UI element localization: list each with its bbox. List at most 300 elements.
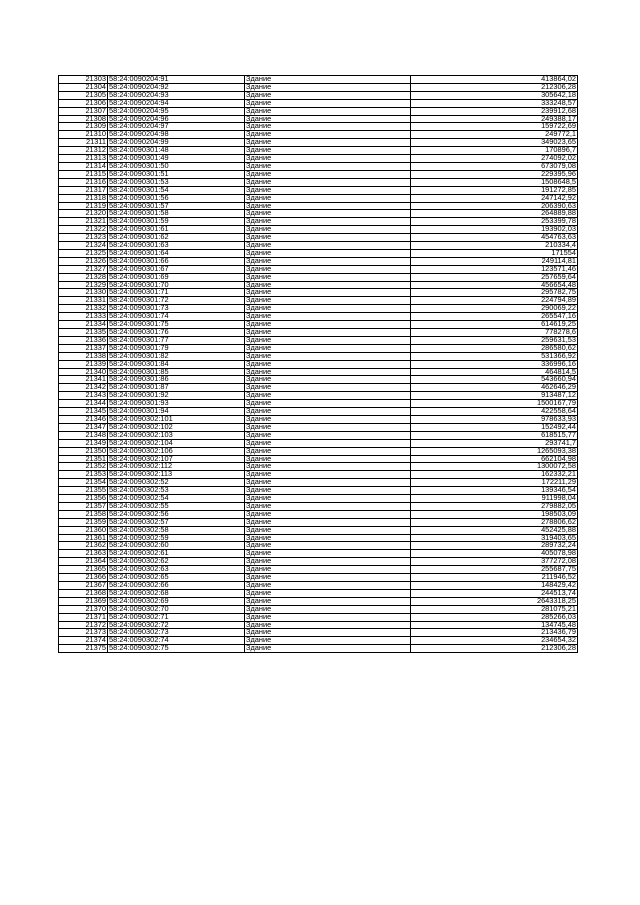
cadastral-value-cell: 134745,48 xyxy=(411,621,578,629)
cadastral-number-cell: 58:24:0090301:62 xyxy=(108,234,245,242)
row-number-cell: 21336 xyxy=(59,336,108,344)
cadastral-number-cell: 58:24:0090301:59 xyxy=(108,218,245,226)
cadastral-number-cell: 58:24:0090204:94 xyxy=(108,99,245,107)
cadastral-number-cell: 58:24:0090302:113 xyxy=(108,471,245,479)
cadastral-number-cell: 58:24:0090301:66 xyxy=(108,257,245,265)
cadastral-number-cell: 58:24:0090302:58 xyxy=(108,526,245,534)
cadastral-value-cell: 123571,46 xyxy=(411,265,578,273)
row-number-cell: 21373 xyxy=(59,629,108,637)
table-row xyxy=(59,257,578,265)
cadastral-value-cell: 614619,25 xyxy=(411,321,578,329)
row-number-cell: 21309 xyxy=(59,123,108,131)
cadastral-value-cell: 171554 xyxy=(411,249,578,257)
table-row xyxy=(59,463,578,471)
row-number-cell: 21317 xyxy=(59,186,108,194)
row-number-cell: 21372 xyxy=(59,621,108,629)
cadastral-number-cell: 58:24:0090301:53 xyxy=(108,178,245,186)
cadastral-value-cell: 2643318,25 xyxy=(411,597,578,605)
cadastral-number-cell: 58:24:0090302:66 xyxy=(108,582,245,590)
table-row xyxy=(59,115,578,123)
row-number-cell: 21305 xyxy=(59,91,108,99)
cadastral-value-cell: 279882,05 xyxy=(411,502,578,510)
cadastral-number-cell: 58:24:0090301:72 xyxy=(108,297,245,305)
cadastral-value-cell: 249388,17 xyxy=(411,115,578,123)
cadastral-number-cell: 58:24:0090204:97 xyxy=(108,123,245,131)
table-row xyxy=(59,558,578,566)
cadastral-value-cell: 778278,6 xyxy=(411,329,578,337)
object-type-cell: Здание xyxy=(245,439,411,447)
table-row xyxy=(59,447,578,455)
row-number-cell: 21311 xyxy=(59,139,108,147)
row-number-cell: 21355 xyxy=(59,487,108,495)
row-number-cell: 21359 xyxy=(59,518,108,526)
table-row xyxy=(59,368,578,376)
cadastral-value-cell: 210334,4 xyxy=(411,242,578,250)
row-number-cell: 21310 xyxy=(59,131,108,139)
object-type-cell: Здание xyxy=(245,99,411,107)
cadastral-number-cell: 58:24:0090301:86 xyxy=(108,376,245,384)
table-row xyxy=(59,613,578,621)
cadastral-value-cell: 1500167,79 xyxy=(411,400,578,408)
cadastral-value-cell: 212306,28 xyxy=(411,645,578,653)
cadastral-number-cell: 58:24:0090301:48 xyxy=(108,147,245,155)
object-type-cell: Здание xyxy=(245,479,411,487)
cadastral-number-cell: 58:24:0090301:50 xyxy=(108,162,245,170)
table-row xyxy=(59,336,578,344)
row-number-cell: 21349 xyxy=(59,439,108,447)
table-row xyxy=(59,329,578,337)
object-type-cell: Здание xyxy=(245,431,411,439)
table-row xyxy=(59,305,578,313)
table-row xyxy=(59,415,578,423)
row-number-cell: 21318 xyxy=(59,194,108,202)
object-type-cell: Здание xyxy=(245,526,411,534)
table-row xyxy=(59,360,578,368)
cadastral-value-cell: 264889,88 xyxy=(411,210,578,218)
table-row xyxy=(59,605,578,613)
object-type-cell: Здание xyxy=(245,463,411,471)
table-row xyxy=(59,76,578,84)
table-row xyxy=(59,281,578,289)
row-number-cell: 21353 xyxy=(59,471,108,479)
cadastral-value-cell: 255687,75 xyxy=(411,566,578,574)
cadastral-number-cell: 58:24:0090301:61 xyxy=(108,226,245,234)
cadastral-value-cell: 293741,7 xyxy=(411,439,578,447)
cadastral-number-cell: 58:24:0090301:85 xyxy=(108,368,245,376)
table-row xyxy=(59,471,578,479)
object-type-cell: Здание xyxy=(245,495,411,503)
row-number-cell: 21371 xyxy=(59,613,108,621)
object-type-cell: Здание xyxy=(245,226,411,234)
table-row xyxy=(59,479,578,487)
cadastral-value-cell: 295782,75 xyxy=(411,289,578,297)
row-number-cell: 21361 xyxy=(59,534,108,542)
cadastral-number-cell: 58:24:0090204:92 xyxy=(108,83,245,91)
table-row xyxy=(59,289,578,297)
row-number-cell: 21363 xyxy=(59,550,108,558)
table-row xyxy=(59,352,578,360)
object-type-cell: Здание xyxy=(245,589,411,597)
table-row xyxy=(59,186,578,194)
table-row xyxy=(59,162,578,170)
table-row xyxy=(59,265,578,273)
table-row xyxy=(59,518,578,526)
object-type-cell: Здание xyxy=(245,202,411,210)
object-type-cell: Здание xyxy=(245,155,411,163)
cadastral-value-table xyxy=(58,75,578,653)
row-number-cell: 21323 xyxy=(59,234,108,242)
row-number-cell: 21364 xyxy=(59,558,108,566)
object-type-cell: Здание xyxy=(245,408,411,416)
object-type-cell: Здание xyxy=(245,574,411,582)
row-number-cell: 21329 xyxy=(59,281,108,289)
cadastral-number-cell: 58:24:0090302:65 xyxy=(108,574,245,582)
cadastral-value-cell: 234654,32 xyxy=(411,637,578,645)
row-number-cell: 21303 xyxy=(59,76,108,84)
cadastral-number-cell: 58:24:0090204:95 xyxy=(108,107,245,115)
object-type-cell: Здание xyxy=(245,352,411,360)
object-type-cell: Здание xyxy=(245,534,411,542)
cadastral-value-cell: 148429,42 xyxy=(411,582,578,590)
cadastral-value-cell: 152492,44 xyxy=(411,423,578,431)
object-type-cell: Здание xyxy=(245,218,411,226)
table-row xyxy=(59,392,578,400)
row-number-cell: 21367 xyxy=(59,582,108,590)
object-type-cell: Здание xyxy=(245,360,411,368)
cadastral-value-cell: 257659,64 xyxy=(411,273,578,281)
cadastral-value-cell: 172211,29 xyxy=(411,479,578,487)
object-type-cell: Здание xyxy=(245,336,411,344)
cadastral-number-cell: 58:24:0090302:72 xyxy=(108,621,245,629)
cadastral-value-cell: 259631,53 xyxy=(411,336,578,344)
table-row xyxy=(59,384,578,392)
cadastral-number-cell: 58:24:0090204:99 xyxy=(108,139,245,147)
object-type-cell: Здание xyxy=(245,76,411,84)
cadastral-number-cell: 58:24:0090301:82 xyxy=(108,352,245,360)
object-type-cell: Здание xyxy=(245,265,411,273)
cadastral-number-cell: 58:24:0090301:64 xyxy=(108,249,245,257)
row-number-cell: 21358 xyxy=(59,510,108,518)
row-number-cell: 21356 xyxy=(59,495,108,503)
cadastral-value-cell: 286580,62 xyxy=(411,344,578,352)
cadastral-number-cell: 58:24:0090302:74 xyxy=(108,637,245,645)
cadastral-number-cell: 58:24:0090302:56 xyxy=(108,510,245,518)
table-row xyxy=(59,91,578,99)
cadastral-value-cell: 281075,21 xyxy=(411,605,578,613)
object-type-cell: Здание xyxy=(245,289,411,297)
cadastral-value-cell: 1300072,58 xyxy=(411,463,578,471)
cadastral-number-cell: 58:24:0090301:92 xyxy=(108,392,245,400)
cadastral-number-cell: 58:24:0090302:62 xyxy=(108,558,245,566)
cadastral-value-cell: 452425,88 xyxy=(411,526,578,534)
row-number-cell: 21316 xyxy=(59,178,108,186)
cadastral-value-cell: 191272,85 xyxy=(411,186,578,194)
cadastral-number-cell: 58:24:0090204:91 xyxy=(108,76,245,84)
table-row xyxy=(59,313,578,321)
cadastral-value-cell: 170896,7 xyxy=(411,147,578,155)
cadastral-value-cell: 377272,08 xyxy=(411,558,578,566)
table-row xyxy=(59,431,578,439)
cadastral-number-cell: 58:24:0090301:75 xyxy=(108,321,245,329)
cadastral-value-cell: 253399,78 xyxy=(411,218,578,226)
cadastral-value-cell: 464814,5 xyxy=(411,368,578,376)
cadastral-value-cell: 319403,65 xyxy=(411,534,578,542)
object-type-cell: Здание xyxy=(245,510,411,518)
cadastral-value-cell: 239912,68 xyxy=(411,107,578,115)
cadastral-value-cell: 193902,03 xyxy=(411,226,578,234)
object-type-cell: Здание xyxy=(245,471,411,479)
table-row xyxy=(59,273,578,281)
cadastral-number-cell: 58:24:0090301:69 xyxy=(108,273,245,281)
object-type-cell: Здание xyxy=(245,344,411,352)
row-number-cell: 21340 xyxy=(59,368,108,376)
table-row xyxy=(59,408,578,416)
table-row xyxy=(59,629,578,637)
table-row xyxy=(59,107,578,115)
object-type-cell: Здание xyxy=(245,107,411,115)
table-row xyxy=(59,344,578,352)
cadastral-number-cell: 58:24:0090301:79 xyxy=(108,344,245,352)
row-number-cell: 21321 xyxy=(59,218,108,226)
row-number-cell: 21313 xyxy=(59,155,108,163)
row-number-cell: 21331 xyxy=(59,297,108,305)
table-row xyxy=(59,566,578,574)
row-number-cell: 21324 xyxy=(59,242,108,250)
cadastral-number-cell: 58:24:0090301:87 xyxy=(108,384,245,392)
cadastral-number-cell: 58:24:0090302:101 xyxy=(108,415,245,423)
object-type-cell: Здание xyxy=(245,376,411,384)
table-row xyxy=(59,155,578,163)
row-number-cell: 21326 xyxy=(59,257,108,265)
object-type-cell: Здание xyxy=(245,123,411,131)
table-row xyxy=(59,99,578,107)
cadastral-number-cell: 58:24:0090301:74 xyxy=(108,313,245,321)
row-number-cell: 21333 xyxy=(59,313,108,321)
object-type-cell: Здание xyxy=(245,582,411,590)
cadastral-number-cell: 58:24:0090301:93 xyxy=(108,400,245,408)
row-number-cell: 21343 xyxy=(59,392,108,400)
cadastral-number-cell: 58:24:0090301:77 xyxy=(108,336,245,344)
cadastral-number-cell: 58:24:0090301:58 xyxy=(108,210,245,218)
object-type-cell: Здание xyxy=(245,147,411,155)
row-number-cell: 21308 xyxy=(59,115,108,123)
table-row xyxy=(59,147,578,155)
cadastral-value-cell: 159722,69 xyxy=(411,123,578,131)
cadastral-number-cell: 58:24:0090302:59 xyxy=(108,534,245,542)
cadastral-value-cell: 1508648,5 xyxy=(411,178,578,186)
row-number-cell: 21354 xyxy=(59,479,108,487)
row-number-cell: 21342 xyxy=(59,384,108,392)
row-number-cell: 21374 xyxy=(59,637,108,645)
table-row xyxy=(59,439,578,447)
cadastral-number-cell: 58:24:0090302:57 xyxy=(108,518,245,526)
table-row xyxy=(59,234,578,242)
cadastral-value-cell: 249114,81 xyxy=(411,257,578,265)
row-number-cell: 21339 xyxy=(59,360,108,368)
object-type-cell: Здание xyxy=(245,447,411,455)
cadastral-value-cell: 978633,93 xyxy=(411,415,578,423)
table-row xyxy=(59,297,578,305)
cadastral-value-cell: 673079,08 xyxy=(411,162,578,170)
cadastral-number-cell: 58:24:0090301:63 xyxy=(108,242,245,250)
cadastral-number-cell: 58:24:0090302:71 xyxy=(108,613,245,621)
cadastral-number-cell: 58:24:0090301:70 xyxy=(108,281,245,289)
object-type-cell: Здание xyxy=(245,210,411,218)
object-type-cell: Здание xyxy=(245,313,411,321)
row-number-cell: 21306 xyxy=(59,99,108,107)
row-number-cell: 21346 xyxy=(59,415,108,423)
object-type-cell: Здание xyxy=(245,194,411,202)
row-number-cell: 21375 xyxy=(59,645,108,653)
table-row xyxy=(59,423,578,431)
cadastral-value-cell: 244513,74 xyxy=(411,589,578,597)
object-type-cell: Здание xyxy=(245,273,411,281)
cadastral-value-cell: 618515,77 xyxy=(411,431,578,439)
object-type-cell: Здание xyxy=(245,629,411,637)
row-number-cell: 21341 xyxy=(59,376,108,384)
object-type-cell: Здание xyxy=(245,329,411,337)
object-type-cell: Здание xyxy=(245,242,411,250)
object-type-cell: Здание xyxy=(245,502,411,510)
row-number-cell: 21345 xyxy=(59,408,108,416)
row-number-cell: 21360 xyxy=(59,526,108,534)
table-row xyxy=(59,123,578,131)
cadastral-number-cell: 58:24:0090301:56 xyxy=(108,194,245,202)
cadastral-number-cell: 58:24:0090301:54 xyxy=(108,186,245,194)
cadastral-value-cell: 454763,63 xyxy=(411,234,578,242)
table-row xyxy=(59,645,578,653)
cadastral-number-cell: 58:24:0090302:104 xyxy=(108,439,245,447)
cadastral-number-cell: 58:24:0090302:63 xyxy=(108,566,245,574)
cadastral-number-cell: 58:24:0090302:103 xyxy=(108,431,245,439)
table-row xyxy=(59,495,578,503)
cadastral-value-cell: 543660,94 xyxy=(411,376,578,384)
cadastral-value-cell: 224794,89 xyxy=(411,297,578,305)
table-row xyxy=(59,400,578,408)
cadastral-number-cell: 58:24:0090301:51 xyxy=(108,170,245,178)
object-type-cell: Здание xyxy=(245,384,411,392)
table-row xyxy=(59,131,578,139)
row-number-cell: 21319 xyxy=(59,202,108,210)
cadastral-value-cell: 913487,12 xyxy=(411,392,578,400)
table-row xyxy=(59,487,578,495)
table-row xyxy=(59,170,578,178)
table-row xyxy=(59,139,578,147)
row-number-cell: 21307 xyxy=(59,107,108,115)
object-type-cell: Здание xyxy=(245,368,411,376)
object-type-cell: Здание xyxy=(245,558,411,566)
object-type-cell: Здание xyxy=(245,139,411,147)
cadastral-value-cell: 289732,24 xyxy=(411,542,578,550)
cadastral-number-cell: 58:24:0090302:52 xyxy=(108,479,245,487)
object-type-cell: Здание xyxy=(245,542,411,550)
cadastral-value-cell: 229395,96 xyxy=(411,170,578,178)
object-type-cell: Здание xyxy=(245,115,411,123)
cadastral-number-cell: 58:24:0090302:53 xyxy=(108,487,245,495)
cadastral-number-cell: 58:24:0090301:94 xyxy=(108,408,245,416)
row-number-cell: 21304 xyxy=(59,83,108,91)
object-type-cell: Здание xyxy=(245,645,411,653)
row-number-cell: 21362 xyxy=(59,542,108,550)
cadastral-number-cell: 58:24:0090302:107 xyxy=(108,455,245,463)
object-type-cell: Здание xyxy=(245,605,411,613)
cadastral-number-cell: 58:24:0090302:102 xyxy=(108,423,245,431)
object-type-cell: Здание xyxy=(245,178,411,186)
cadastral-number-cell: 58:24:0090301:84 xyxy=(108,360,245,368)
row-number-cell: 21365 xyxy=(59,566,108,574)
table-row xyxy=(59,574,578,582)
row-number-cell: 21370 xyxy=(59,605,108,613)
cadastral-value-cell: 462646,29 xyxy=(411,384,578,392)
object-type-cell: Здание xyxy=(245,162,411,170)
cadastral-number-cell: 58:24:0090302:75 xyxy=(108,645,245,653)
cadastral-value-cell: 211946,52 xyxy=(411,574,578,582)
cadastral-value-cell: 139346,54 xyxy=(411,487,578,495)
object-type-cell: Здание xyxy=(245,321,411,329)
row-number-cell: 21357 xyxy=(59,502,108,510)
table-row xyxy=(59,376,578,384)
row-number-cell: 21332 xyxy=(59,305,108,313)
object-type-cell: Здание xyxy=(245,423,411,431)
cadastral-number-cell: 58:24:0090302:70 xyxy=(108,605,245,613)
row-number-cell: 21344 xyxy=(59,400,108,408)
row-number-cell: 21312 xyxy=(59,147,108,155)
row-number-cell: 21328 xyxy=(59,273,108,281)
object-type-cell: Здание xyxy=(245,234,411,242)
row-number-cell: 21350 xyxy=(59,447,108,455)
table-row xyxy=(59,510,578,518)
table-row xyxy=(59,194,578,202)
cadastral-number-cell: 58:24:0090204:98 xyxy=(108,131,245,139)
cadastral-number-cell: 58:24:0090204:93 xyxy=(108,91,245,99)
object-type-cell: Здание xyxy=(245,131,411,139)
table-row xyxy=(59,178,578,186)
cadastral-number-cell: 58:24:0090302:73 xyxy=(108,629,245,637)
table-row xyxy=(59,210,578,218)
cadastral-value-cell: 413864,02 xyxy=(411,76,578,84)
cadastral-value-cell: 206390,63 xyxy=(411,202,578,210)
cadastral-value-cell: 212306,28 xyxy=(411,83,578,91)
row-number-cell: 21330 xyxy=(59,289,108,297)
object-type-cell: Здание xyxy=(245,297,411,305)
object-type-cell: Здание xyxy=(245,170,411,178)
row-number-cell: 21314 xyxy=(59,162,108,170)
cadastral-value-cell: 198503,09 xyxy=(411,510,578,518)
table-row xyxy=(59,637,578,645)
object-type-cell: Здание xyxy=(245,305,411,313)
object-type-cell: Здание xyxy=(245,186,411,194)
cadastral-value-cell: 247142,92 xyxy=(411,194,578,202)
cadastral-value-cell: 456654,48 xyxy=(411,281,578,289)
table-row xyxy=(59,242,578,250)
row-number-cell: 21348 xyxy=(59,431,108,439)
cadastral-number-cell: 58:24:0090302:68 xyxy=(108,589,245,597)
row-number-cell: 21352 xyxy=(59,463,108,471)
cadastral-value-cell: 290069,22 xyxy=(411,305,578,313)
table-row xyxy=(59,526,578,534)
row-number-cell: 21337 xyxy=(59,344,108,352)
table-row xyxy=(59,202,578,210)
object-type-cell: Здание xyxy=(245,415,411,423)
cadastral-value-cell: 162332,21 xyxy=(411,471,578,479)
cadastral-value-cell: 278806,62 xyxy=(411,518,578,526)
cadastral-value-cell: 422558,64 xyxy=(411,408,578,416)
cadastral-value-cell: 285266,03 xyxy=(411,613,578,621)
cadastral-number-cell: 58:24:0090301:49 xyxy=(108,155,245,163)
row-number-cell: 21325 xyxy=(59,249,108,257)
cadastral-value-cell: 349023,65 xyxy=(411,139,578,147)
table-row xyxy=(59,455,578,463)
